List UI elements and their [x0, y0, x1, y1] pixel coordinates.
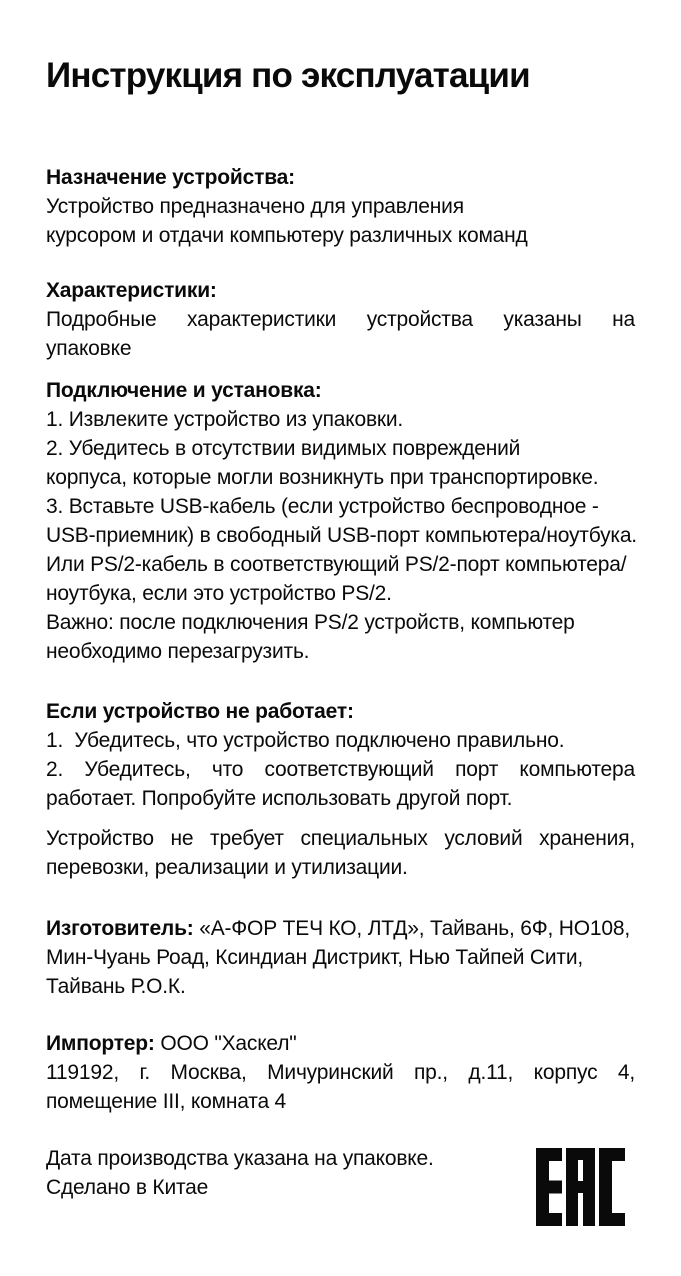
text-line: работает. Попробуйте использовать другой порт. [46, 787, 513, 810]
section-heading-troubleshooting: Если устройство не работает: [46, 700, 354, 723]
section-storage [46, 824, 635, 882]
text-line: Мин-Чуань Роад, Ксиндиан Дистрикт, Нью Тайпей Сити, [46, 946, 583, 969]
text-line: курсором и отдачи компьютеру различных команд [46, 224, 528, 247]
text-line: Устройство не требует специальных условий хранения, [46, 827, 635, 850]
text-line: Тайвань Р.О.К. [46, 975, 186, 998]
text-line: 1. Извлеките устройство из упаковки. [46, 408, 404, 431]
text-line: 1. Убедитесь, что устройство подключено правильно. [46, 729, 565, 752]
text-line: помещение III, комната 4 [46, 1090, 287, 1113]
eac-mark-icon [536, 1148, 625, 1226]
text-line: ноутбука, если это устройство PS/2. [46, 582, 392, 605]
text-line: 3. Вставьте USB-кабель (если устройство беспроводное - [46, 495, 599, 518]
made-in-note: Сделано в Китае [46, 1176, 209, 1199]
text-line: Важно: после подключения PS/2 устройств, компьютер [46, 611, 575, 634]
text-line: упаковке [46, 337, 132, 360]
section-specs [46, 276, 635, 363]
text-line: 2. Убедитесь в отсутствии видимых повреждений [46, 437, 521, 460]
section-heading-setup: Подключение и установка: [46, 379, 322, 402]
section-heading-purpose: Назначение устройства: [46, 166, 295, 189]
importer-line [46, 1029, 635, 1058]
section-purpose [46, 163, 635, 250]
importer-value: ООО "Хаскел" [154, 1032, 297, 1055]
importer-label: Импортер: [46, 1032, 155, 1055]
text-line: необходимо перезагрузить. [46, 640, 310, 663]
text-line: Подробные характеристики устройства указаны на [46, 308, 635, 331]
manufacturer-value: «А-ФОР ТЕЧ КО, ЛТД», Тайвань, 6Ф, НО108, [193, 917, 630, 940]
section-setup [46, 376, 635, 666]
manufacturer-line [46, 914, 635, 943]
section-heading-specs: Характеристики: [46, 279, 217, 302]
text-line: 119192, г. Москва, Мичуринский пр., д.11, корпус 4, [46, 1061, 635, 1084]
production-date-note: Дата производства указана на упаковке. [46, 1147, 434, 1170]
text-line: 2. Убедитесь, что соответствующий порт компьютера [46, 758, 635, 781]
text-line: корпуса, которые могли возникнуть при транспортировке. [46, 466, 599, 489]
text-line: перевозки, реализации и утилизации. [46, 856, 408, 879]
text-line: Устройство предназначено для управления [46, 195, 464, 218]
section-troubleshooting [46, 697, 635, 813]
text-line: Или PS/2-кабель в соответствующий PS/2-порт компьютера/ [46, 553, 627, 576]
text-line: USB-приемник) в свободный USB-порт компьютера/ноутбука. [46, 524, 637, 547]
page-title: Инструкция по эксплуатации [46, 56, 530, 95]
section-importer [46, 1029, 635, 1116]
section-manufacturer [46, 914, 635, 1001]
manufacturer-label: Изготовитель: [46, 917, 194, 940]
